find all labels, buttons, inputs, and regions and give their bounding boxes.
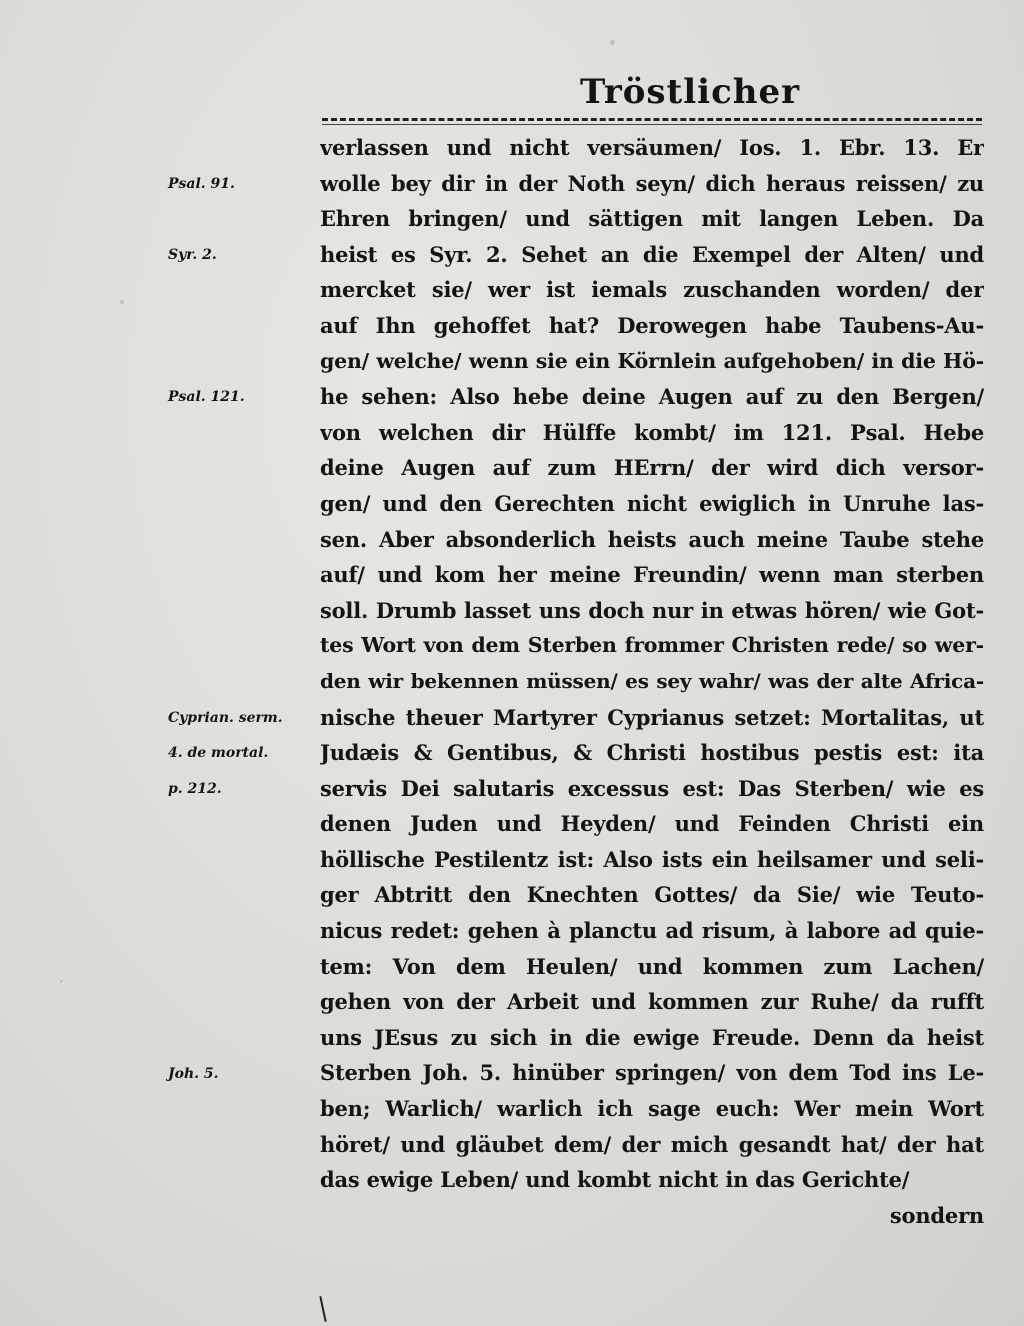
text-line: sondern xyxy=(889,1202,984,1228)
page-crease-mark xyxy=(319,1296,326,1322)
text-line: ben; Warlich/ warlich ich sage euch: Wer mein Wort xyxy=(320,1096,984,1122)
text-line: den wir bekennen müssen/ es sey wahr/ was der alte Africa- xyxy=(320,668,984,693)
text-line: gehen von der Arbeit und kommen zur Ruhe/ da rufft xyxy=(320,989,984,1015)
text-line: denen Juden und Heyden/ und Feinden Christi ein xyxy=(320,811,984,837)
text-line: uns JEsus zu sich in die ewige Freude. Denn da heist xyxy=(320,1024,984,1050)
margin-note: p. 212. xyxy=(168,780,222,797)
text-line: das ewige Leben/ und kombt nicht in das Gerichte/ xyxy=(320,1167,910,1193)
text-line: soll. Drumb lasset uns doch nur in etwas hören/ wie Got- xyxy=(320,597,984,623)
text-line: von welchen dir Hülffe kombt/ im 121. Psal. Hebe xyxy=(320,419,984,445)
text-line: gen/ und den Gerechten nicht ewiglich in Unruhe las- xyxy=(320,490,984,516)
header-rule xyxy=(322,118,982,121)
text-line: auf/ und kom her meine Freundin/ wenn man sterben xyxy=(320,562,984,588)
margin-note: Cyprian. serm. xyxy=(168,709,283,726)
body-text xyxy=(320,130,984,1233)
header-rule-thin xyxy=(322,124,982,125)
text-line: tem: Von dem Heulen/ und kommen zum Lachen/ xyxy=(320,953,984,979)
text-line: Ehren bringen/ und sättigen mit langen Leben. Da xyxy=(320,206,984,232)
margin-note: Joh. 5. xyxy=(168,1065,219,1082)
text-line: verlassen und nicht versäumen/ Ios. 1. Ebr. 13. Er xyxy=(320,135,984,160)
paper-speck xyxy=(120,300,124,304)
text-line: gen/ welche/ wenn sie ein Körnlein aufgehoben/ in die Hö- xyxy=(320,348,984,373)
text-line: nische theuer Martyrer Cyprianus setzet: Mortalitas, ut xyxy=(320,704,984,730)
margin-note: Psal. 121. xyxy=(168,389,245,406)
paper-speck xyxy=(610,40,615,45)
text-line: mercket sie/ wer ist iemals zuschanden worden/ der xyxy=(320,277,984,303)
text-line: wolle bey dir in der Noth seyn/ dich heraus reissen/ zu xyxy=(320,170,984,196)
text-line: auf Ihn gehoffet hat? Derowegen habe Taubens-Au- xyxy=(320,312,984,338)
text-line: tes Wort von dem Sterben frommer Christen rede/ so wer- xyxy=(320,633,984,658)
text-line: heist es Syr. 2. Sehet an die Exempel der Alten/ und xyxy=(320,241,984,267)
text-line: he sehen: Also hebe deine Augen auf zu den Bergen/ xyxy=(320,384,984,410)
text-line: deine Augen auf zum HErrn/ der wird dich versor- xyxy=(320,455,984,481)
text-line: servis Dei salutaris excessus est: Das Sterben/ wie es xyxy=(320,775,984,801)
text-line: sen. Aber absonderlich heists auch meine Taube stehe xyxy=(320,526,984,552)
text-line: ger Abtritt den Knechten Gottes/ da Sie/ wie Teuto- xyxy=(320,882,984,908)
text-line: höllische Pestilentz ist: Also ists ein heilsamer und seli- xyxy=(320,846,984,872)
text-line: höret/ und gläubet dem/ der mich gesandt hat/ der hat xyxy=(320,1131,984,1157)
text-line: nicus redet: gehen à planctu ad risum, à labore ad quie- xyxy=(320,918,984,944)
running-head: Tröstlicher xyxy=(580,72,801,112)
paper-speck xyxy=(60,980,63,983)
text-line: Judæis & Gentibus, & Christi hostibus pestis est: ita xyxy=(320,740,984,766)
text-line: Sterben Joh. 5. hinüber springen/ von dem Tod ins Le- xyxy=(320,1060,984,1086)
margin-note: Syr. 2. xyxy=(168,246,217,263)
margin-note: 4. de mortal. xyxy=(168,745,269,762)
margin-note: Psal. 91. xyxy=(168,175,235,192)
